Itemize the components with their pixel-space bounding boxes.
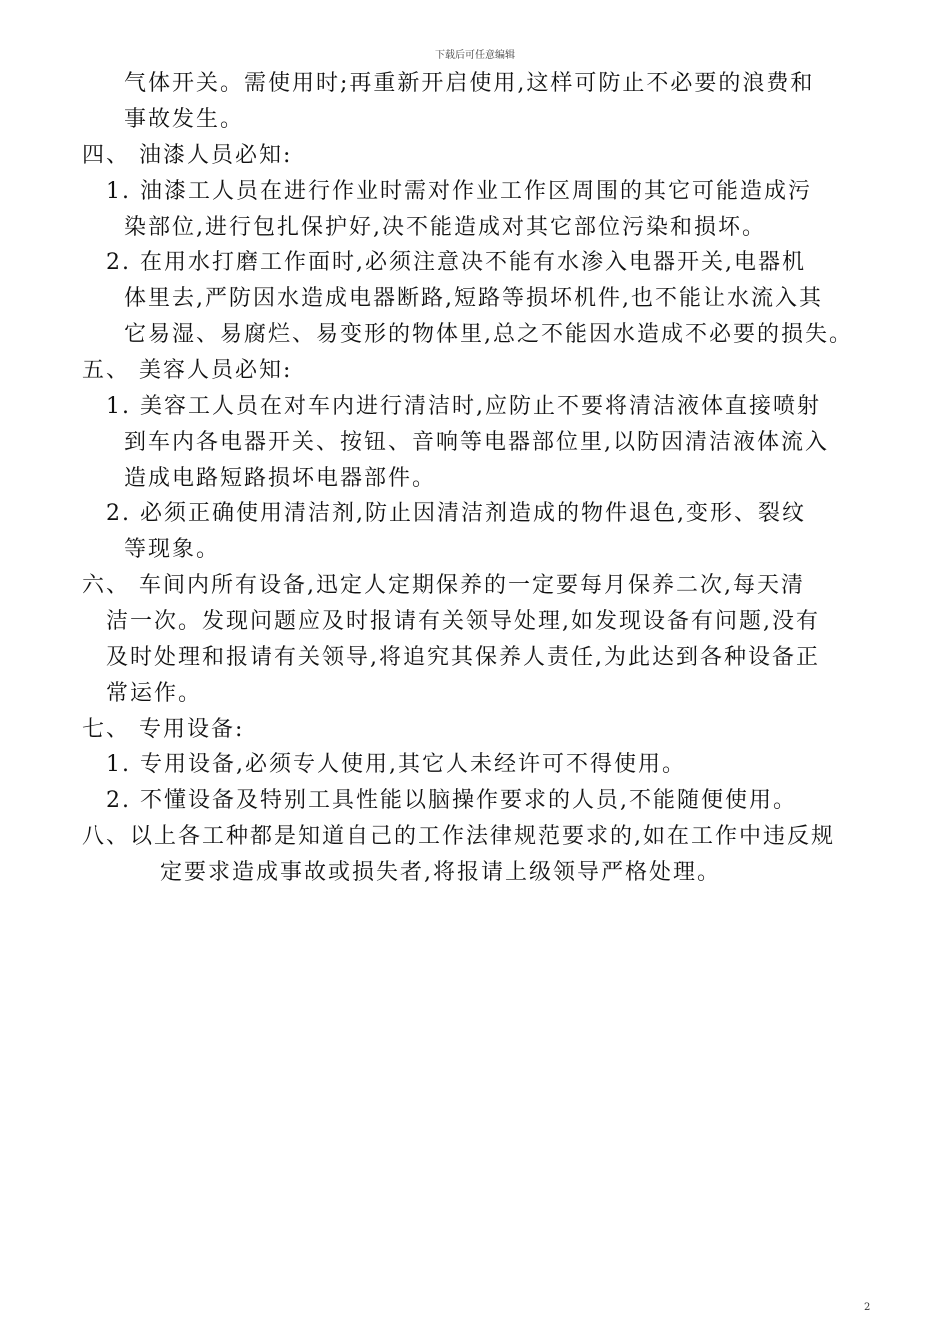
text-line: 及时处理和报请有关领导,将追究其保养人责任,为此达到各种设备正	[106, 645, 820, 670]
text-line: 洁一次。发现问题应及时报请有关领导处理,如发现设备有问题,没有	[106, 609, 820, 634]
section-heading-7: 七、 专用设备:	[82, 717, 245, 742]
list-item-text: 2. 必须正确使用清洁剂,防止因清洁剂造成的物件退色,变形、裂纹	[106, 501, 806, 526]
text-line: 常运作。	[106, 681, 203, 706]
list-item-text: 2. 不懂设备及特别工具性能以脑操作要求的人员,不能随便使用。	[106, 788, 797, 813]
text-line: 事故发生。	[124, 107, 245, 132]
list-item-text: 1. 专用设备,必须专人使用,其它人未经许可不得使用。	[106, 752, 686, 777]
text-line: 体里去,严防因水造成电器断路,短路等损坏机件,也不能让水流入其	[124, 286, 823, 311]
page-number: 2	[864, 1302, 871, 1313]
list-item-text: 1. 油漆工人员在进行作业时需对作业工作区周围的其它可能造成污	[106, 179, 812, 204]
text-line: 它易湿、易腐烂、易变形的物体里,总之不能因水造成不必要的损失。	[124, 322, 853, 347]
text-line: 造成电路短路损坏电器部件。	[124, 466, 437, 491]
text-line: 等现象。	[124, 537, 221, 562]
text-line: 气体开关。需使用时;再重新开启使用,这样可防止不必要的浪费和	[124, 71, 815, 96]
section-heading-4: 四、 油漆人员必知:	[82, 143, 293, 168]
header-note: 下载后可任意编辑	[435, 50, 515, 61]
section-heading-8: 八、以上各工种都是知道自己的工作法律规范要求的,如在工作中违反规	[82, 824, 835, 849]
text-line: 到车内各电器开关、按钮、音响等电器部位里,以防因清洁液体流入	[124, 430, 829, 455]
text-line: 染部位,进行包扎保护好,决不能造成对其它部位污染和损坏。	[124, 215, 766, 240]
list-item-text: 1. 美容工人员在对车内进行清洁时,应防止不要将清洁液体直接喷射	[106, 394, 821, 419]
section-heading-6: 六、 车间内所有设备,迅定人定期保养的一定要每月保养二次,每天清	[82, 573, 805, 598]
text-line: 定要求造成事故或损失者,将报请上级领导严格处理。	[160, 860, 721, 885]
section-heading-5: 五、 美容人员必知:	[82, 358, 293, 383]
list-item-text: 2. 在用水打磨工作面时,必须注意决不能有水渗入电器开关,电器机	[106, 250, 806, 275]
